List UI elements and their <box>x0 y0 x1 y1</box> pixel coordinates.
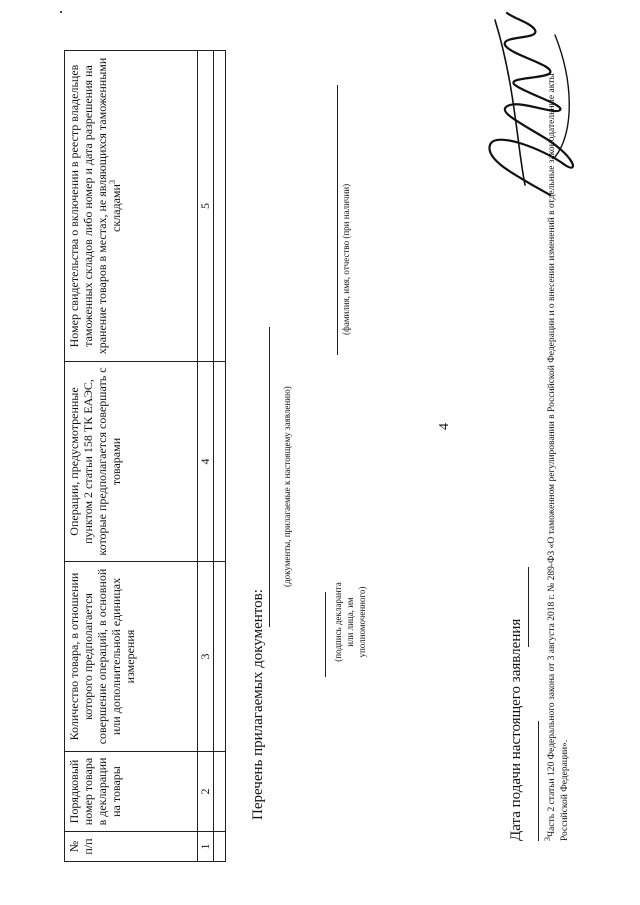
header-cell-certificate-text: Номер свидетельства о включении в реестр владельцев таможенных складов либо номер и дата разрешения на хранение товаров в местах, не являющихся таможенными складами <box>67 57 123 355</box>
footnote-text: Часть 2 статьи 120 Федерального закона от 3 августа 2018 г. № 289-ФЗ «О таможенном регулировании в Российской Федерации и о внесении изменений в отдельные законодательные акты Российской Федерации». <box>547 73 570 841</box>
table-cell <box>214 752 226 832</box>
table-row-empty <box>214 51 226 862</box>
table-cell <box>214 832 226 862</box>
table-row-column-numbers <box>198 51 214 862</box>
name-caption: (фамилия, имя, отчество (при наличии) <box>341 183 351 335</box>
date-label: Дата подачи настоящего заявления <box>508 618 524 841</box>
signature-caption-line-2: или лица, им уполномоченного) <box>345 586 367 658</box>
documents-caption: (документы, прилагаемые к настоящему заявлению) <box>282 386 292 587</box>
handwritten-signature-icon <box>455 5 595 205</box>
table-header-row <box>65 51 198 862</box>
name-field-line <box>337 85 338 355</box>
header-cell-quantity: Количество товара, в отношении которого предполагается совершение операций, в основной или дополнительной единицах измерения <box>65 562 198 752</box>
header-cell-certificate <box>65 51 198 362</box>
documents-label: Перечень прилагаемых документов: <box>250 589 266 820</box>
column-number: 1 <box>198 832 214 862</box>
signature-field-line <box>325 592 326 677</box>
signature-caption <box>332 567 368 677</box>
column-number: 2 <box>198 752 214 832</box>
header-cell-number: № п/п <box>65 832 198 862</box>
column-number: 5 <box>198 51 214 362</box>
documents-field-line <box>269 327 270 627</box>
footnote-divider <box>538 721 539 841</box>
table-cell <box>214 562 226 752</box>
footnote-mark: 3 <box>108 180 117 185</box>
date-field-line <box>528 567 529 647</box>
page-number: 4 <box>437 423 452 430</box>
table-cell <box>214 362 226 562</box>
header-cell-item-number: Порядковый номер товара в декларации на товары <box>65 752 198 832</box>
signature-caption-line-1: (подпись декларанта <box>333 582 343 662</box>
goods-table <box>64 50 226 862</box>
column-number: 3 <box>198 562 214 752</box>
header-cell-operations: Операции, предусмотренные пунктом 2 статьи 158 ТК ЕАЭС, которые предполагается совершать с товарами <box>65 362 198 562</box>
column-number: 4 <box>198 362 214 562</box>
table-cell <box>214 51 226 362</box>
footnote-number: 3 <box>542 837 552 841</box>
